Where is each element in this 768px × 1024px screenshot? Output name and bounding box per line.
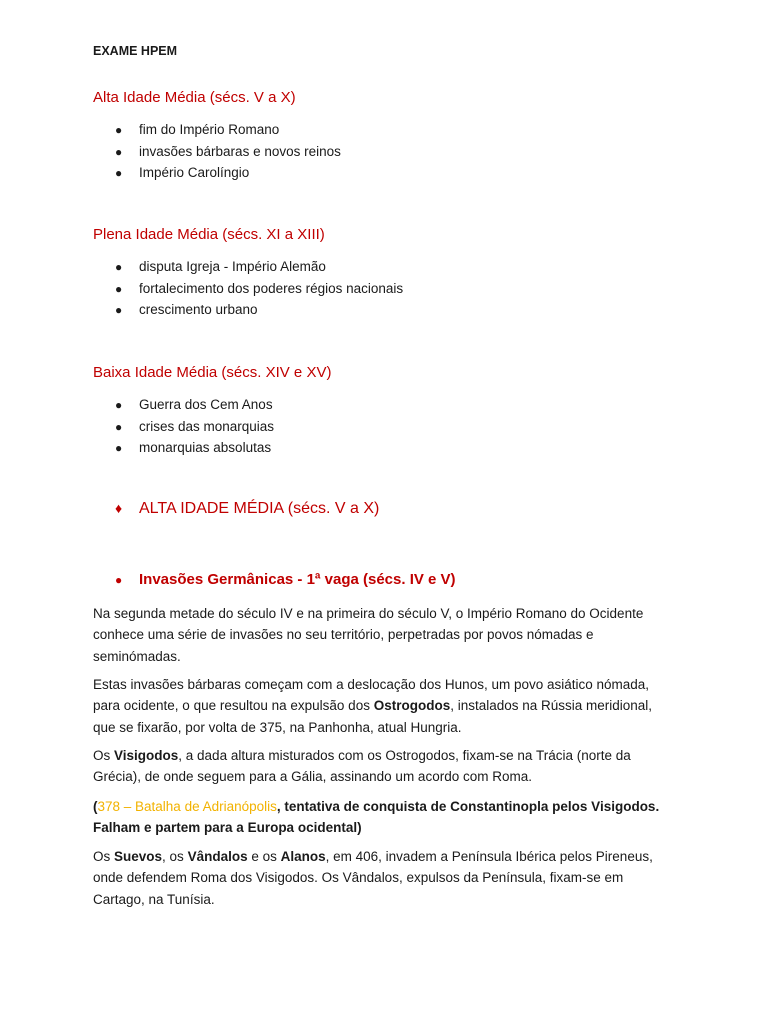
bullet-icon: ● — [115, 123, 123, 137]
paragraph-1 — [93, 603, 683, 667]
paragraph-2 — [93, 674, 683, 738]
paragraph-line: onde defendem Roma dos Visigodos. Os Vândalos, expulsos da Península, fixam-se em — [93, 870, 624, 886]
bullet-icon: ● — [115, 166, 123, 180]
bullet-icon: ● — [115, 303, 123, 317]
paragraph-line: Na segunda metade do século IV e na primeira do século V, o Império Romano do Ocidente — [93, 606, 644, 621]
section-heading-text: ALTA IDADE MÉDIA (sécs. V a X) — [139, 500, 380, 517]
subsection-heading-text: Invasões Germânicas - 1ª vaga (sécs. IV e V) — [139, 571, 456, 588]
subsection-heading — [115, 571, 456, 588]
emphasis-visigodos: Visigodos — [114, 748, 179, 763]
paragraph-5 — [93, 846, 683, 910]
bullet-icon: ● — [115, 144, 123, 159]
section-heading — [115, 500, 379, 518]
period-heading-alta: Alta Idade Média (sécs. V a X) — [93, 89, 296, 106]
bullet-icon: ● — [115, 419, 123, 434]
paragraph-4-note — [93, 796, 683, 839]
emphasis-alanos: Alanos — [280, 849, 326, 864]
emphasis-suevos: Suevos — [114, 849, 163, 864]
paragraph-line: Os Visigodos, a dada altura misturados com os Ostrogodos, fixam-se na Trácia (norte da — [93, 748, 631, 763]
bullet-icon: ● — [115, 260, 123, 274]
bullet-icon: ● — [115, 441, 123, 455]
period-heading-baixa: Baixa Idade Média (sécs. XIV e XV) — [93, 364, 332, 381]
paragraph-line: Falham e partem para a Europa ocidental) — [93, 820, 362, 836]
paragraph-line: conhece uma série de invasões no seu território, perpetradas por povos nómadas e — [93, 627, 594, 643]
paragraph-line: para ocidente, o que resultou na expulsão dos Ostrogodos, instalados na Rússia meridional, — [93, 698, 653, 714]
diamond-bullet-icon: ♦ — [115, 500, 123, 516]
bullet-icon: ● — [115, 281, 123, 296]
paragraph-line: (378 – Batalha de Adrianópolis, tentativa de conquista de Constantinopla pelos Visigodos. — [93, 799, 660, 814]
paragraph-3 — [93, 745, 683, 788]
paragraph-line: Os Suevos, os Vândalos e os Alanos, em 406, invadem a Península Ibérica pelos Pireneus, — [93, 849, 653, 864]
document-title: EXAME HPEM — [93, 44, 178, 58]
bullet-icon: ● — [115, 573, 123, 587]
highlight-battle: 378 – Batalha de Adrianópolis — [97, 799, 277, 814]
paragraph-line: Estas invasões bárbaras começam com a deslocação dos Hunos, um povo asiático nómada, — [93, 677, 650, 692]
paragraph-line: Cartago, na Tunísia. — [93, 891, 215, 907]
paragraph-line: seminómadas. — [93, 648, 181, 664]
paragraph-line: Grécia), de onde seguem para a Gália, assinando um acordo com Roma. — [93, 769, 532, 785]
period-heading-plena: Plena Idade Média (sécs. XI a XIII) — [93, 226, 325, 243]
emphasis-ostrogodos: Ostrogodos — [373, 698, 451, 714]
paragraph-line: que se fixarão, por volta de 375, na Panhonha, atual Hungria. — [93, 719, 462, 735]
emphasis-vandalos: Vândalos — [187, 849, 248, 864]
bullet-icon: ● — [115, 398, 123, 412]
